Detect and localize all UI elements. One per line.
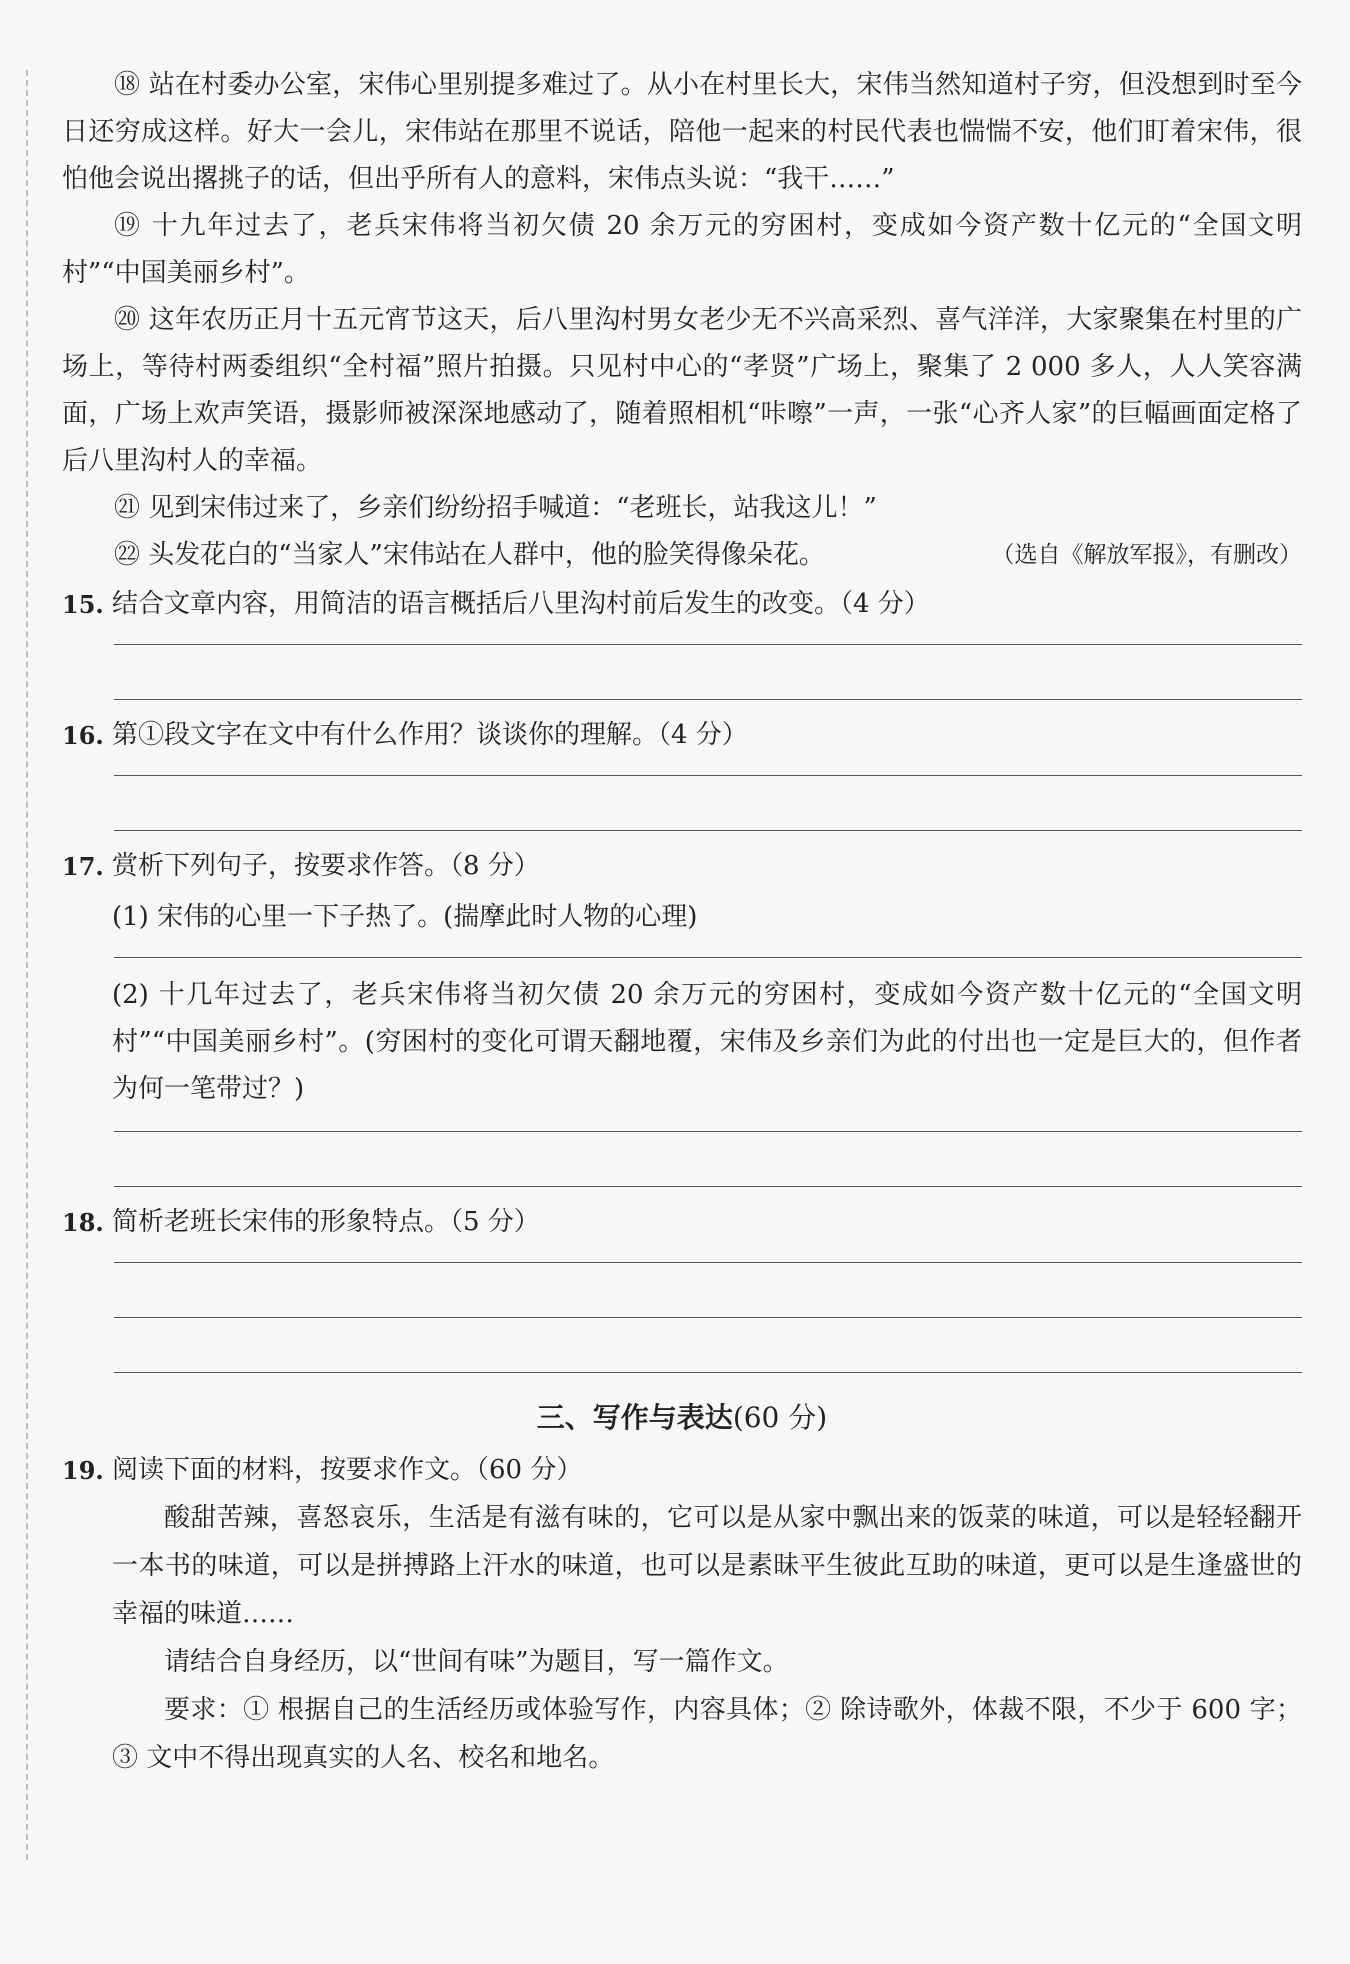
answer-line[interactable] [114,1121,1302,1132]
answer-line[interactable] [114,1176,1302,1187]
answer-line[interactable] [114,689,1302,700]
essay-requirements: 要求：① 根据自己的生活经历或体验写作，内容具体；② 除诗歌外，体裁不限，不少于 600 字；③ 文中不得出现真实的人名、校名和地名。 [112,1695,1302,1773]
question-17-sub-1: (1) 宋伟的心里一下子热了。(揣摩此时人物的心理) [112,902,698,932]
question-18 [62,1199,1302,1246]
question-19 [62,1447,1302,1494]
essay-instruction: 请结合自身经历，以“世间有味”为题目，写一篇作文。 [164,1647,789,1677]
answer-line[interactable] [114,1307,1302,1318]
answer-line[interactable] [114,1252,1302,1263]
question-16-number: 16. [62,721,104,750]
binding-margin-line [26,70,28,1860]
passage-paragraph-20: ⑳ 这年农历正月十五元宵节这天，后八里沟村男女老少无不兴高采烈、喜气洋洋，大家聚集在村里的广场上，等待村两委组织“全村福”照片拍摄。只见村中心的“孝贤”广场上，聚集了 2 000 多人，人人笑容满面，广场上欢声笑语，摄影师被深深地感动了，随着照相机“咔嚓”一声，一张“心齐人家”的巨幅画面定格了后八里沟村人的幸福。 [62,305,1302,476]
question-15-text: 结合文章内容，用简洁的语言概括后八里沟村前后发生的改变。（4 分） [112,589,930,619]
section-3-title [62,1393,1302,1443]
question-18-number: 18. [62,1208,104,1237]
section-3-score: (60 分) [732,1401,828,1434]
answer-line[interactable] [114,765,1302,776]
question-17-number: 17. [62,852,104,881]
essay-material: 酸甜苦辣，喜怒哀乐，生活是有滋有味的，它可以是从家中飘出来的饭菜的味道，可以是轻轻翻开一本书的味道，可以是拼搏路上汗水的味道，也可以是素昧平生彼此互助的味道，更可以是生逢盛世的幸福的味道…… [112,1503,1302,1629]
question-17 [62,843,1302,890]
answer-line[interactable] [114,634,1302,645]
passage-paragraph-18: ⑱ 站在村委办公室，宋伟心里别提多难过了。从小在村里长大，宋伟当然知道村子穷，但没想到时至今日还穷成这样。好大一会儿，宋伟站在那里不说话，陪他一起来的村民代表也惴惴不安，他们盯着宋伟，很怕他会说出撂挑子的话，但出乎所有人的意料，宋伟点头说：“我干……” [62,70,1302,194]
passage-source: （选自《解放军报》，有删改） [991,542,1302,568]
passage-paragraph-22 [62,532,1302,579]
answer-line[interactable] [114,947,1302,958]
question-18-text: 简析老班长宋伟的形象特点。（5 分） [112,1207,540,1237]
question-16-text: 第①段文字在文中有什么作用？谈谈你的理解。（4 分） [112,720,748,750]
question-17-sub-2: (2) 十几年过去了，老兵宋伟将当初欠债 20 余万元的穷困村，变成如今资产数十亿元的“全国文明村”“中国美丽乡村”。(穷困村的变化可谓天翻地覆，宋伟及乡亲们为此的付出也一定是巨大的，但作者为何一笔带过？) [112,980,1302,1104]
section-3-title-text: 三、写作与表达 [536,1401,733,1434]
question-16 [62,712,1302,759]
question-19-text: 阅读下面的材料，按要求作文。（60 分） [112,1455,583,1485]
page-content [62,62,1302,1782]
answer-line[interactable] [114,820,1302,831]
question-17-text: 赏析下列句子，按要求作答。（8 分） [112,851,540,881]
passage-paragraph-21: ㉑ 见到宋伟过来了，乡亲们纷纷招手喊道：“老班长，站我这儿！” [114,493,877,523]
passage-paragraph-22-text: ㉒ 头发花白的“当家人”宋伟站在人群中，他的脸笑得像朵花。 [114,540,825,570]
question-15 [62,581,1302,628]
question-15-number: 15. [62,590,104,619]
passage-paragraph-19: ⑲ 十九年过去了，老兵宋伟将当初欠债 20 余万元的穷困村，变成如今资产数十亿元的“全国文明村”“中国美丽乡村”。 [62,211,1302,288]
answer-line[interactable] [114,1362,1302,1373]
question-19-number: 19. [62,1456,104,1485]
